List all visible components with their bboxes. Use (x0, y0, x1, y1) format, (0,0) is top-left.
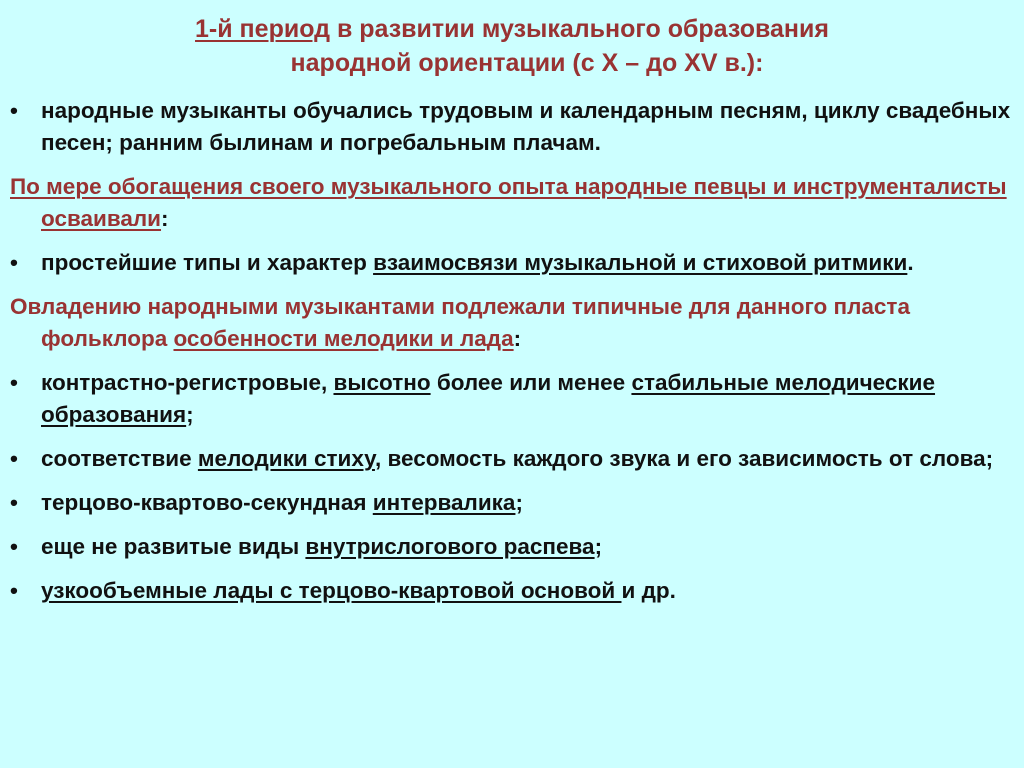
underlined-text-run: интервалика (372, 490, 516, 515)
bullet-songs (10, 95, 1016, 159)
bullet-raspev (10, 531, 1016, 563)
underlined-text-run: взаимосвязи музыкальной и стиховой ритмики (373, 250, 908, 275)
underlined-text-run: По мере обогащения своего музыкального опыта народные певцы и инструменталисты осваивали (10, 174, 1007, 231)
bullet-intervals (10, 487, 1016, 519)
text-run: : (513, 326, 522, 351)
bullet-marker: • (10, 490, 18, 515)
text-run: более или менее (430, 370, 632, 395)
text-run: еще не развитые виды (41, 534, 306, 559)
text-run: и др. (621, 578, 676, 603)
bullet-marker: • (10, 534, 18, 559)
text-run: ; (186, 402, 194, 427)
text-run: народные музыканты обучались трудовым и календарным песням, циклу свадебных песен; ранним былинам и погребальным плачам. (41, 98, 1011, 155)
underlined-text-run: особенности мелодики и лада (173, 326, 514, 351)
text-run: народной ориентации (с X – до XV в.): (290, 49, 764, 77)
text-run: в развитии музыкального образования (330, 15, 829, 43)
underlined-text-run: 1-й период (195, 15, 331, 43)
slide-title (0, 12, 1024, 80)
text-run: контрастно-регистровые, (41, 370, 334, 395)
lead-mastery (10, 291, 1016, 355)
bullet-marker: • (10, 98, 18, 123)
text-run: простейшие типы и характер (41, 250, 374, 275)
text-run: . (907, 250, 914, 275)
bullet-modes (10, 575, 1016, 607)
text-run: , весомость каждого звука и его зависимость от слова; (374, 446, 994, 471)
bullet-register (10, 367, 1016, 431)
text-run: ; (515, 490, 523, 515)
text-run: ; (594, 534, 603, 559)
underlined-text-run: мелодики стиху (197, 446, 375, 471)
underlined-text-run: стабильные мелодические образования (41, 370, 936, 427)
bullet-marker: • (10, 250, 18, 275)
text-run: терцово-квартово-секундная (41, 490, 373, 515)
bullet-marker: • (10, 578, 18, 603)
bullet-melody-verse (10, 443, 1016, 475)
title-line-2 (0, 46, 1024, 80)
text-run: : (161, 206, 169, 231)
underlined-text-run: узкообъемные лады с терцово-квартовой основой (41, 578, 622, 603)
underlined-text-run: высотно (333, 370, 431, 395)
slide-content (10, 95, 1016, 619)
lead-enrichment (10, 171, 1016, 235)
underlined-text-run: внутрислогового распева (305, 534, 595, 559)
text-run: Овладению народными музыкантами подлежали типичные для данного пласта фольклора (10, 294, 910, 351)
bullet-marker: • (10, 370, 18, 395)
text-run: соответствие (41, 446, 198, 471)
bullet-rhythm (10, 247, 1016, 279)
bullet-marker: • (10, 446, 18, 471)
title-line-1 (0, 12, 1024, 46)
